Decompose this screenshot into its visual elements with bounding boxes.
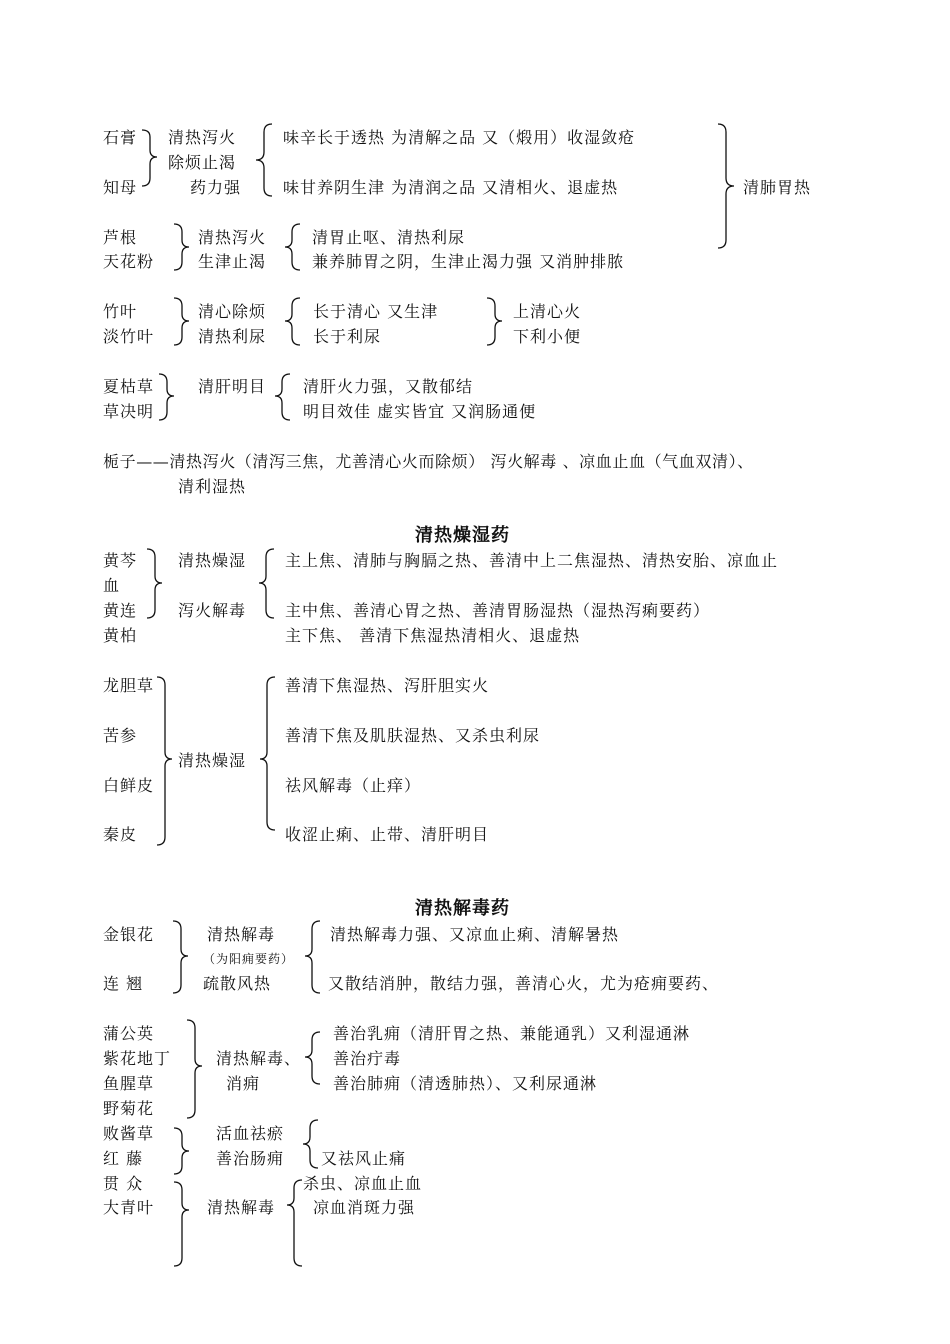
herb-lugen: 芦根: [103, 228, 138, 247]
herb-zihuadiding: 紫花地丁: [103, 1049, 172, 1068]
herb-kushen: 苦参: [103, 726, 138, 745]
detail-text: 善治疔毒: [333, 1049, 402, 1068]
detail-text: 善治肺痈（清透肺热）、又利尿通淋: [333, 1074, 598, 1093]
effect-text: 清热解毒: [207, 1198, 276, 1217]
herb-baijiangcao: 败酱草: [103, 1124, 155, 1143]
section-heading: 清热燥湿药: [415, 525, 510, 546]
effect-text: 药力强: [190, 178, 242, 197]
effect-text: 清热利尿: [198, 327, 267, 346]
detail-text: 又祛风止痛: [321, 1149, 407, 1168]
note-text: （为阳痈要药）: [203, 952, 295, 966]
detail-text: 善治乳痈（清肝胃之热、兼能通乳）又利湿通淋: [333, 1024, 691, 1043]
herb-longdancao: 龙胆草: [103, 676, 155, 695]
herb-qinpi: 秦皮: [103, 825, 138, 844]
detail-text: 杀虫、凉血止血: [303, 1174, 423, 1193]
herb-zhimu: 知母: [103, 178, 138, 197]
detail-text: 长于清心 又生津: [313, 302, 439, 321]
effect-text: 清心除烦: [198, 302, 267, 321]
effect-text: 清热泻火: [198, 228, 267, 247]
detail-text: 祛风解毒（止痒）: [285, 776, 422, 795]
herb-danzhuye: 淡竹叶: [103, 327, 155, 346]
detail-text: 清肝火力强，又散郁结: [303, 377, 474, 396]
herb-xiakucao: 夏枯草: [103, 377, 155, 396]
detail-text: 长于利尿: [313, 327, 382, 346]
herb-yuxingcao: 鱼腥草: [103, 1074, 155, 1093]
herb-huanglian: 黄连: [103, 601, 138, 620]
herb-zhizi-line2: 清利湿热: [178, 477, 247, 496]
detail-text: 又散结消肿，散结力强，善清心火，尤为疮痈要药、: [328, 974, 720, 993]
herb-hongteng: 红 藤: [103, 1149, 144, 1168]
effect-text: 清热燥湿: [178, 751, 247, 770]
detail-text: 明目效佳 虚实皆宜 又润肠通便: [303, 402, 537, 421]
effect-text: 清热解毒、: [216, 1049, 302, 1068]
effect-text: 生津止渴: [198, 252, 267, 271]
herb-baixianpi: 白鲜皮: [103, 776, 155, 795]
herb-daqingye: 大青叶: [103, 1198, 155, 1217]
herb-lianqiao: 连 翘: [103, 974, 144, 993]
herb-zhuye: 竹叶: [103, 302, 138, 321]
result-text: 上清心火: [513, 302, 582, 321]
herb-pugongying: 蒲公英: [103, 1024, 155, 1043]
herb-yejuhua: 野菊花: [103, 1099, 155, 1118]
effect-text: 疏散风热: [203, 974, 272, 993]
effect-text: 清热燥湿: [178, 551, 247, 570]
detail-text: 善清下焦及肌肤湿热、又杀虫利尿: [285, 726, 541, 745]
herb-jinyinhua: 金银花: [103, 925, 155, 944]
detail-text: 兼养肺胃之阴，生津止渴力强 又消肿排脓: [312, 252, 625, 271]
detail-text: 主上焦、清肺与胸膈之热、善清中上二焦湿热、清热安胎、凉血止: [285, 551, 779, 570]
summary-text: 清肺胃热: [743, 178, 812, 197]
wrap-text: 血: [103, 576, 121, 595]
detail-text: 味辛长于透热 为清解之品 又（煅用）收湿敛疮: [283, 128, 636, 147]
herb-huangqin: 黄芩: [103, 551, 138, 570]
detail-text: 味甘养阴生津 为清润之品 又清相火、退虚热: [283, 178, 619, 197]
herb-huangbai: 黄柏: [103, 626, 138, 645]
detail-text: 主中焦、善清心胃之热、善清胃肠湿热（湿热泻痢要药）: [285, 601, 711, 620]
herb-caojueming: 草决明: [103, 402, 155, 421]
effect-text: 除烦止渴: [168, 153, 237, 172]
detail-text: 收涩止痢、止带、清肝明目: [285, 825, 490, 844]
section-heading: 清热解毒药: [415, 898, 510, 919]
detail-text: 善清下焦湿热、泻肝胆实火: [285, 676, 490, 695]
detail-text: 清热解毒力强、又凉血止痢、清解暑热: [330, 925, 620, 944]
detail-text: 主下焦、 善清下焦湿热清相火、退虚热: [285, 626, 581, 645]
effect-text: 善治肠痈: [216, 1149, 285, 1168]
effect-text: 消痈: [226, 1074, 261, 1093]
effect-text: 清热解毒: [207, 925, 276, 944]
effect-text: 活血祛瘀: [216, 1124, 285, 1143]
detail-text: 凉血消斑力强: [313, 1198, 416, 1217]
effect-text: 泻火解毒: [178, 601, 247, 620]
result-text: 下利小便: [513, 327, 582, 346]
herb-zhizi-line: 栀子——清热泻火（清泻三焦，尤善清心火而除烦） 泻火解毒 、凉血止血（气血双清）、: [103, 452, 754, 471]
herb-tianhuafen: 天花粉: [103, 252, 155, 271]
herb-shigao: 石膏: [103, 128, 138, 147]
detail-text: 清胃止呕、清热利尿: [312, 228, 466, 247]
effect-text: 清肝明目: [198, 377, 267, 396]
herb-guanzhong: 贯 众: [103, 1174, 144, 1193]
effect-text: 清热泻火: [168, 128, 237, 147]
